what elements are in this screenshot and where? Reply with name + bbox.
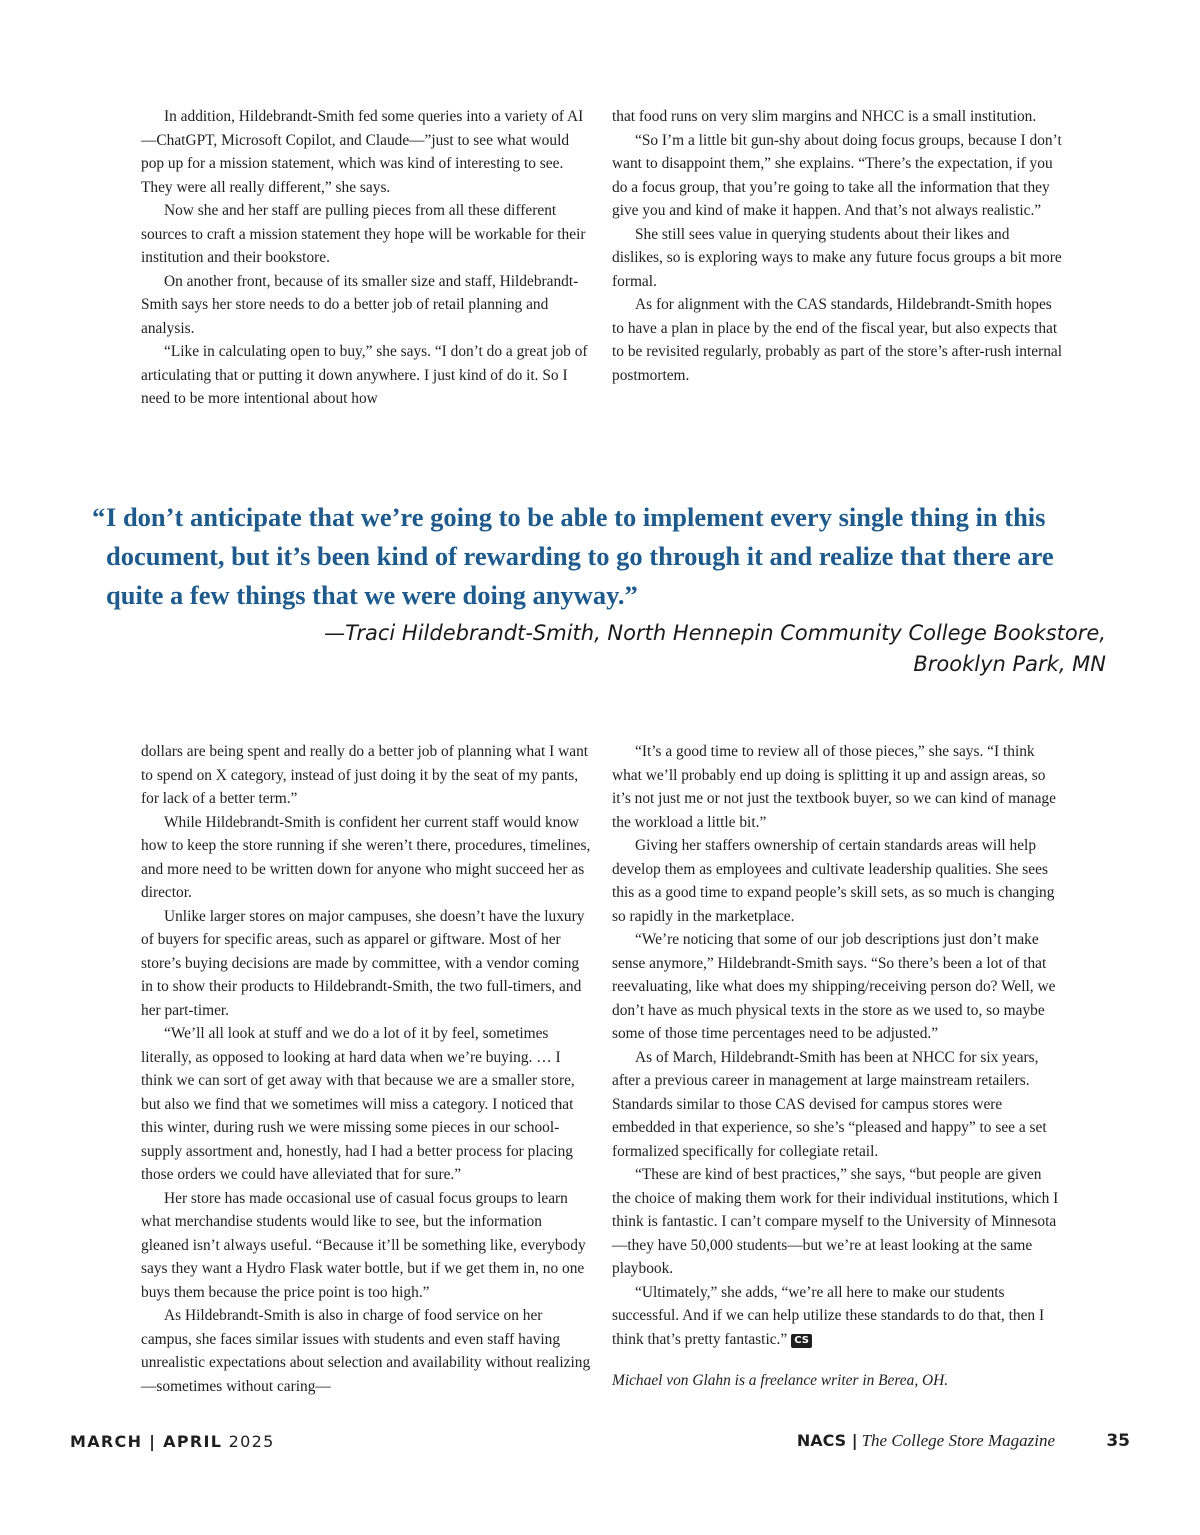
publisher-name: NACS | [796, 1431, 858, 1450]
page-number: 35 [1106, 1431, 1130, 1451]
paragraph: “It’s a good time to review all of those pieces,” she says. “I think what we’ll probably end up doing is splitting it up and assign areas, so it’s not just me or not just the textbook buyer, so we can kind of manage the workload a little bit.” [612, 743, 1056, 831]
paragraph: As Hildebrandt-Smith is also in charge of food service on her campus, she faces similar issues with students and even staff having unrealistic expectations about selection and availability without realizing—sometimes without caring— [141, 1307, 591, 1395]
attribution-line: Brooklyn Park, MN [913, 652, 1106, 676]
paragraph: As of March, Hildebrandt-Smith has been at NHCC for six years, after a previous career in management at large mainstream retailers. Standards similar to those CAS devised for campus stores were embedded in that experience, so she’s “pleased and happy” to see a set formalized specifically for collegiate retail. [612, 1048, 1047, 1160]
issue-year: 2025 [228, 1432, 275, 1451]
paragraph: “Like in calculating open to buy,” she says. “I don’t do a great job of articulating that or putting it down anywhere. I just kind of do it. So I need to be more intentional about how [141, 343, 588, 407]
paragraph: As for alignment with the CAS standards, Hildebrandt-Smith hopes to have a plan in place by the end of the fiscal year, but also expects that to be revisited regularly, probably as part of the store’s after-rush internal postmortem. [612, 296, 1062, 384]
paragraph: She still sees value in querying students about their likes and dislikes, so is exploring ways to make any future focus groups a bit more formal. [612, 225, 1062, 290]
pull-quote-text: I don’t anticipate that we’re going to be able to implement every single thing in this document, but it’s been kind of rewarding to go through it and realize that there are quite a few things that we were doing anyway.” [106, 502, 1054, 610]
pull-quote [92, 498, 1102, 615]
closing-paragraph [612, 1281, 1062, 1352]
paragraph: “These are kind of best practices,” she says, “but people are given the choice of making them work for their individual institutions, which I think is fantastic. I can’t compare myself to the University of Minnesota—they have 50,000 students—but we’re at least looking at the same playbook. [612, 1166, 1059, 1277]
article-column-top-left [141, 105, 591, 411]
pull-quote-attribution [206, 618, 1106, 680]
magazine-title: The College Store Magazine [861, 1431, 1055, 1450]
closing-paragraph-text: “Ultimately,” she adds, “we’re all here to make our students successful. And if we can help utilize these standards to do that, then I think that’s pretty fantastic.” [612, 1283, 1045, 1348]
paragraph: While Hildebrandt-Smith is confident her current staff would know how to keep the store running if she weren’t there, procedures, timelines, and more need to be written down for anyone who might succeed her as director. [141, 813, 591, 901]
article-column-bottom-right [612, 740, 1062, 1393]
paragraph: that food runs on very slim margins and NHCC is a small institution. [612, 108, 1037, 125]
paragraph: dollars are being spent and really do a better job of planning what I want to spend on X category, instead of just doing it by the seat of my pants, for lack of a better term.” [141, 743, 589, 807]
pull-quote-open-mark: “ [92, 502, 106, 532]
paragraph: Giving her staffers ownership of certain standards areas will help develop them as employees and cultivate leadership qualities. She sees this as a good time to expand people’s skill sets, as so much is changing so rapidly in the marketplace. [612, 837, 1055, 925]
article-column-top-right [612, 105, 1062, 387]
author-byline: Michael von Glahn is a freelance writer in Berea, OH. [612, 1372, 949, 1389]
issue-date [70, 1432, 275, 1451]
publication-name [797, 1431, 1055, 1451]
paragraph: Her store has made occasional use of casual focus groups to learn what merchandise students would like to see, but the information gleaned isn’t always useful. “Because it’ll be something like, everybody says they want a Hydro Flask water bottle, but if we get them in, no one buys them because the price point is too high.” [141, 1189, 586, 1301]
paragraph: “So I’m a little bit gun-shy about doing focus groups, because I don’t want to disappoint them,” she explains. “There’s the expectation, if you do a focus group, that you’re going to take all the information that they give you and kind of make it happen. And that’s not always realistic.” [612, 131, 1062, 219]
issue-month: MARCH | APRIL [70, 1432, 223, 1451]
end-mark-badge: CS [791, 1334, 812, 1348]
paragraph: Unlike larger stores on major campuses, she doesn’t have the luxury of buyers for specific areas, such as apparel or giftware. Most of her store’s buying decisions are made by committee, with a vendor coming in to show their products to Hildebrandt-Smith, the two full-timers, and her part-timer. [141, 907, 585, 1019]
attribution-line: —Traci Hildebrandt-Smith, North Hennepin Community College Bookstore, [324, 621, 1106, 645]
paragraph: On another front, because of its smaller size and staff, Hildebrandt-Smith says her store needs to do a better job of retail planning and analysis. [141, 272, 579, 337]
paragraph: “We’re noticing that some of our job descriptions just don’t make sense anymore,” Hildebrandt-Smith says. “So there’s been a lot of that reevaluating, like what does my shipping/receiving person do? Well, we don’t have as much physical texts in the store as we used to, so maybe some of those time percentages need to be adjusted.” [612, 931, 1056, 1042]
article-column-bottom-left [141, 740, 591, 1398]
paragraph: In addition, Hildebrandt-Smith fed some queries into a variety of AI—ChatGPT, Microsoft Copilot, and Claude—”just to see what would pop up for a mission statement, which was kind of interesting to see. They were all really different,” she says. [141, 108, 584, 196]
paragraph: “We’ll all look at stuff and we do a lot of it by feel, sometimes literally, as opposed to looking at hard data when we’re buying. … I think we can sort of get away with that because we are a smaller store, but also we find that we sometimes will miss a category. I noticed that this winter, during rush we were missing some pieces in our school-supply assortment and, honestly, had I had a better process for placing those orders we could have alleviated that for sure.” [141, 1025, 575, 1183]
paragraph: Now she and her staff are pulling pieces from all these different sources to craft a mission statement they hope will be workable for their institution and their bookstore. [141, 202, 586, 266]
